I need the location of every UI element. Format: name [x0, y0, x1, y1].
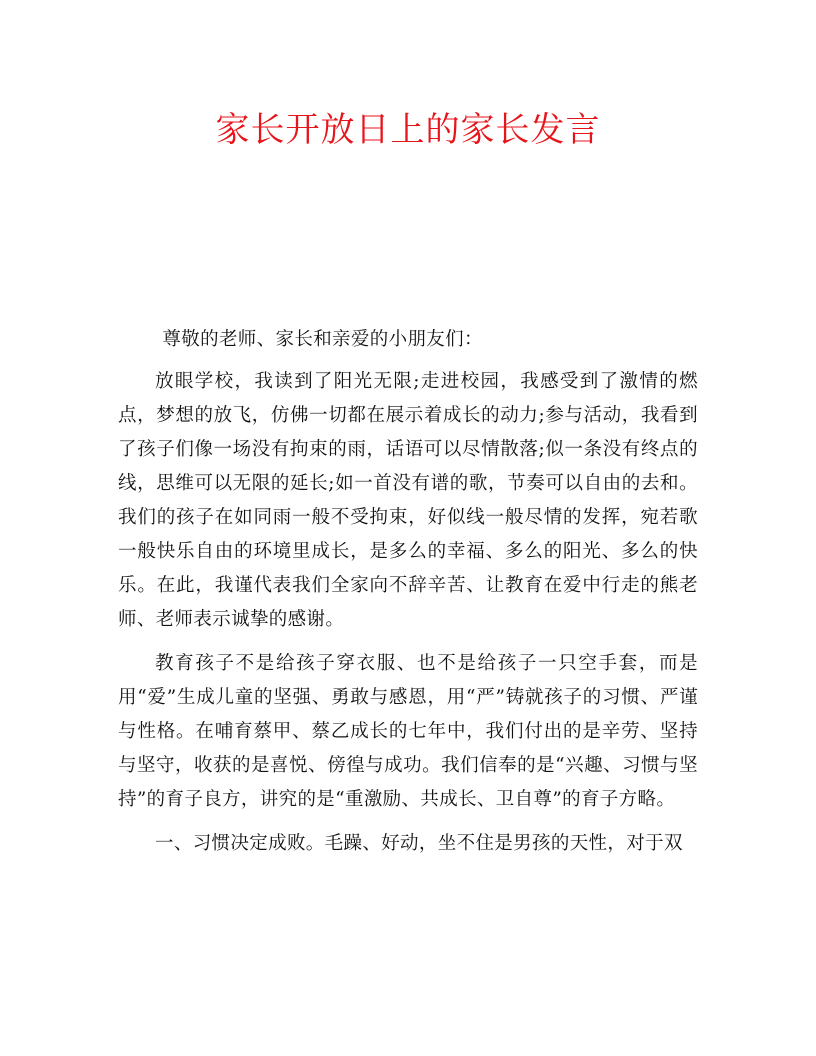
paragraph-3: 一、习惯决定成败。毛躁、好动，坐不住是男孩的天性，对于双 [155, 833, 683, 854]
document-body [118, 323, 698, 861]
page-title: 家长开放日上的家长发言 [215, 110, 601, 150]
paragraph-1: 放眼学校，我读到了阳光无限;走进校园，我感受到了激情的燃点，梦想的放飞，仿佛一切都在展示着成长的动力;参与活动，我看到了孩子们像一场没有拘束的雨，话语可以尽情散落;似一条没有终点的线，思维可以无限的延长;如一首没有谱的歌，节奏可以自由的去和。我们的孩子在如同雨一般不受拘束，好似线一般尽情的发挥，宛若歌一般快乐自由的环境里成长，是多么的幸福、多么的阳光、多么的快乐。在此，我谨代表我们全家向不辞辛苦、让教育在爱中行走的熊老师、老师表示诚挚的感谢。 [118, 371, 698, 630]
salutation: 尊敬的老师、家长和亲爱的小朋友们： [162, 329, 483, 350]
paragraph-2: 教育孩子不是给孩子穿衣服、也不是给孩子一只空手套，而是用“爱”生成儿童的坚强、勇敢与感恩，用“严”铸就孩子的习惯、严谨与性格。在哺育蔡甲、蔡乙成长的七年中，我们付出的是辛劳、坚持与坚守，收获的是喜悦、傍徨与成功。我们信奉的是“兴趣、习惯与坚持”的育子良方，讲究的是“重激励、共成长、卫自尊”的育子方略。 [118, 653, 698, 810]
